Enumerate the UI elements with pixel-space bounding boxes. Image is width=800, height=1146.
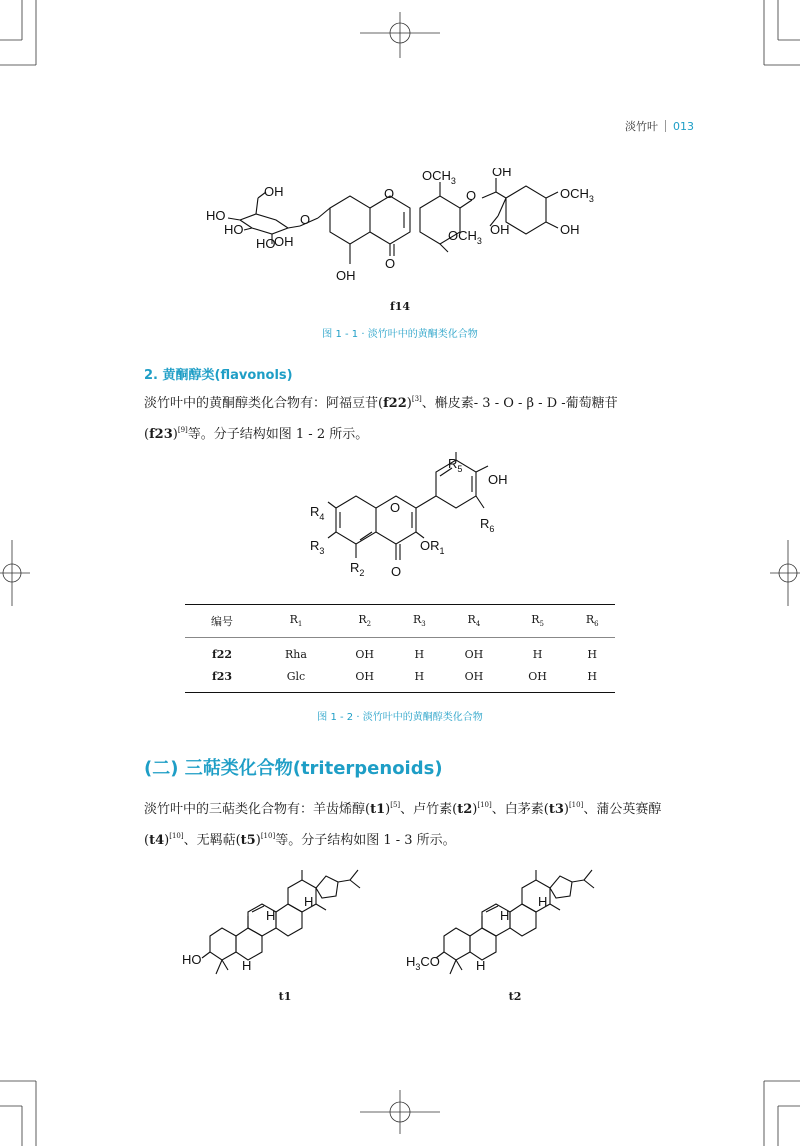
atom-ketone-o: O <box>391 564 402 579</box>
atom-ome-2: $OCH_3$ <box>448 228 482 246</box>
structure-flavonol-core <box>300 450 520 585</box>
table-cell: H <box>414 647 425 661</box>
table-cell: Rha <box>285 647 307 661</box>
atom-ho-2: HO <box>224 222 244 237</box>
structure-f14 <box>200 168 610 288</box>
section-heading-flavonols: 2. 黄酮醇类(flavonols) <box>144 368 293 383</box>
table-header: $R_2$ <box>333 605 397 638</box>
paragraph-triterpenoids <box>144 792 666 854</box>
table-row <box>185 665 615 693</box>
atom-o-2: O <box>384 186 395 201</box>
table-cell: OH <box>333 665 397 693</box>
table-header: $R_1$ <box>259 605 333 638</box>
header-title: 淡竹叶 <box>625 120 658 133</box>
atom-oh-2: OH <box>274 234 294 249</box>
atom-oh-5: OH <box>560 222 580 237</box>
compound-label-t1: t1 <box>278 990 292 1003</box>
atom-h: H <box>538 894 548 909</box>
running-header <box>625 118 694 134</box>
atom-o-3: O <box>466 188 477 203</box>
table-header: $R_5$ <box>506 605 570 638</box>
structure-triterpenoids <box>180 866 640 986</box>
table-cell: H <box>532 647 543 661</box>
atom-oh-4: OH <box>490 222 510 237</box>
table-cell: OH <box>442 665 506 693</box>
page-number: 013 <box>673 120 694 133</box>
table-header: $R_3$ <box>397 605 443 638</box>
atom-ho: HO <box>182 952 202 967</box>
atom-ketone-o: O <box>385 256 396 271</box>
figure-1-2-caption: 图 1 - 2 · 淡竹叶中的黄酮醇类化合物 <box>317 712 483 723</box>
table-header: 编号 <box>185 605 259 638</box>
atom-h: H <box>266 908 276 923</box>
table-cell: OH <box>506 665 570 693</box>
atom-ome-1: $OCH_3$ <box>422 168 456 186</box>
table-cell: H <box>587 647 597 661</box>
table-cell: OH <box>464 647 484 661</box>
paragraph-line: (f23)[9]等。分子结构如图 1 - 2 所示。 <box>144 426 369 442</box>
compound-label-t2: t2 <box>508 990 522 1003</box>
atom-ho-3: HO <box>256 236 276 251</box>
compound-label-f14: f14 <box>389 300 411 313</box>
atom-oh-1: OH <box>264 184 284 199</box>
paragraph-line: 淡竹叶中的黄酮醇类化合物有：阿福豆苷(f22)[3]、槲皮素- 3 - O - β - D -葡萄糖苷 <box>144 395 618 411</box>
table-cell: H <box>569 665 615 693</box>
atom-o-1: O <box>300 212 311 227</box>
atom-r4: $R_4$ <box>310 504 325 522</box>
atom-or1: $OR_1$ <box>420 538 445 556</box>
table-header: $R_6$ <box>569 605 615 638</box>
figure-1-1-caption: 图 1 - 1 · 淡竹叶中的黄酮类化合物 <box>322 329 478 340</box>
table-header: $R_4$ <box>442 605 506 638</box>
atom-oh-6: OH <box>336 268 356 283</box>
atom-h: H <box>476 958 486 973</box>
table-cell: H <box>397 665 443 693</box>
atom-r5: $R_5$ <box>448 456 463 474</box>
paragraph-line: (t4)[10]、无羁萜(t5)[10]等。分子结构如图 1 - 3 所示。 <box>144 832 456 848</box>
atom-r2: $R_2$ <box>350 560 365 578</box>
table-cell: Glc <box>259 665 333 693</box>
table-header-row <box>185 605 615 638</box>
atom-r6: $R_6$ <box>480 516 495 534</box>
atom-o: O <box>390 500 401 515</box>
atom-h: H <box>242 958 252 973</box>
section-heading-triterpenoids: (二) 三萜类化合物(triterpenoids) <box>144 758 443 779</box>
atom-h: H <box>304 894 314 909</box>
table-cell: f23 <box>185 665 259 693</box>
atom-h3co: $H_3CO$ <box>406 954 440 972</box>
table-row <box>185 638 615 666</box>
atom-oh-3: OH <box>492 168 512 179</box>
atom-ome-3: $OCH_3$ <box>560 186 594 204</box>
atom-r3: $R_3$ <box>310 538 325 556</box>
table-cell: f22 <box>212 647 233 661</box>
paragraph-line: 淡竹叶中的三萜类化合物有：羊齿烯醇(t1)[5]、卢竹素(t2)[10]、白茅素(t3)[10]、蒲公英赛醇 <box>144 801 662 817</box>
table-cell: OH <box>355 647 375 661</box>
paragraph-flavonols <box>144 386 666 448</box>
atom-oh: OH <box>488 472 508 487</box>
header-divider <box>665 120 666 132</box>
atom-h: H <box>500 908 510 923</box>
atom-ho-1: HO <box>206 208 226 223</box>
substituent-table <box>185 604 615 693</box>
